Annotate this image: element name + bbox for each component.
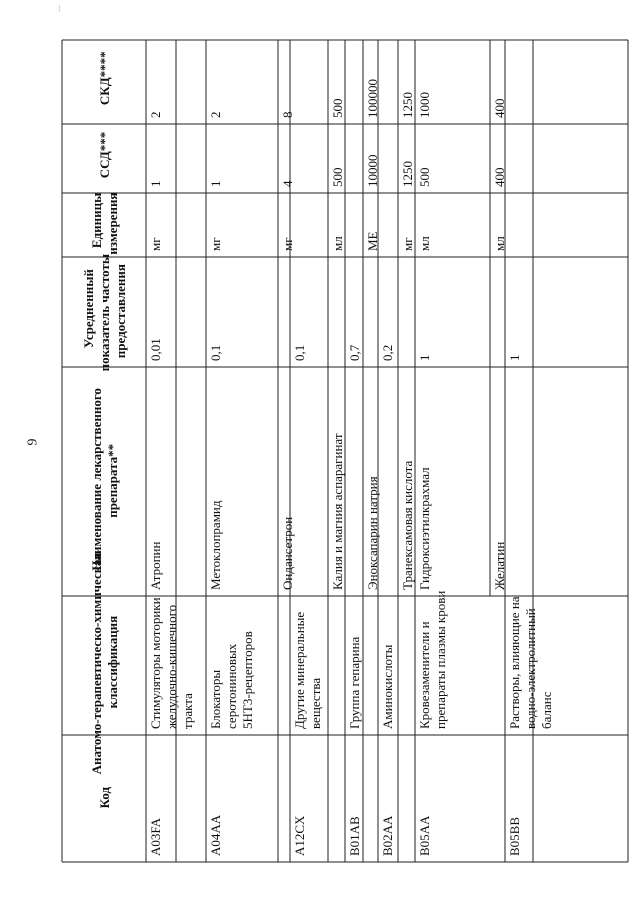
table-cell-skd: 2: [208, 111, 223, 118]
table-cell-drug: Желатин: [492, 541, 507, 590]
table-cell-atc: серотониновых: [224, 643, 239, 729]
table-cell-ssd: 500: [330, 167, 345, 187]
table-cell-ssd: 10000: [365, 154, 380, 187]
table-cell-skd: 400: [492, 98, 507, 118]
table-cell-unit: мг: [148, 237, 163, 251]
table-cell-atc: тракта: [180, 693, 195, 729]
table-cell-atc: вещества: [308, 677, 323, 729]
table-cell-drug: Транексамовая кислота: [400, 460, 415, 590]
table-header-1: классификация: [105, 615, 120, 709]
table-cell-ssd: 1: [148, 180, 163, 187]
table-cell-code: B02AA: [380, 815, 395, 856]
table-cell-skd: 1000: [417, 92, 432, 118]
table-cell-ssd: 1: [208, 180, 223, 187]
table-header-6: СКД****: [97, 51, 112, 106]
table-cell-atc: Группа гепарина: [347, 636, 362, 729]
table-cell-atc: желудочно-кишечного: [164, 604, 179, 729]
table-cell-freq: 0,01: [148, 338, 163, 361]
table-cell-drug: Метоклопрамид: [208, 500, 223, 590]
table-cell-skd: 1250: [400, 92, 415, 118]
table-header-3: предоставления: [113, 264, 128, 359]
table-cell-code: B05BB: [507, 816, 522, 856]
table-cell-skd: 100000: [365, 79, 380, 118]
table-cell-freq: 0,1: [208, 344, 223, 361]
scan-artifact: ⁞: [58, 4, 61, 15]
table-cell-skd: 8: [280, 111, 295, 118]
table-header-1: Анатомо-терапевтическо-химическая: [89, 552, 104, 775]
table-cell-ssd: 500: [417, 167, 432, 187]
table-cell-unit: МЕ: [365, 231, 380, 251]
table-header-2: Наименование лекарственного: [89, 388, 104, 571]
table-cell-atc: Блокаторы: [208, 669, 223, 729]
table-cell-unit: мг: [208, 237, 223, 251]
table-cell-code: B01AB: [347, 816, 362, 856]
table-cell-unit: мл: [330, 236, 345, 251]
table-cell-drug: Атропин: [148, 541, 163, 590]
table-cell-atc: Кровезаменители и: [417, 621, 432, 729]
table-cell-atc: препараты плазмы крови: [433, 590, 448, 729]
table-cell-freq: 0,2: [380, 344, 395, 361]
table-cell-drug: Гидроксиэтилкрахмал: [417, 467, 432, 590]
table-cell-atc: Стимуляторы моторики: [148, 597, 163, 729]
table-cell-ssd: 4: [280, 180, 295, 187]
table-cell-atc: Аминокислоты: [380, 644, 395, 729]
table-cell-ssd: 400: [492, 167, 507, 187]
table-cell-drug: Эноксапарин натрия: [365, 476, 380, 590]
table-header-5: ССД***: [97, 131, 112, 179]
table-cell-freq: 1: [507, 354, 522, 361]
table-cell-freq: 1: [417, 354, 432, 361]
table-cell-skd: 500: [330, 98, 345, 118]
table-cell-drug: Ондансетрон: [280, 516, 295, 590]
table-cell-atc: водно-электролитный: [523, 608, 538, 729]
page-number: 9: [25, 438, 41, 446]
table-header-4: измерения: [105, 192, 120, 255]
table-cell-atc: баланс: [539, 691, 554, 729]
table-cell-freq: 0,7: [347, 344, 362, 361]
table-header-0: Код: [97, 786, 112, 809]
table-header-2: препарата**: [105, 443, 120, 518]
table-cell-atc: 5HT3-рецепторов: [240, 631, 255, 729]
table-cell-ssd: 1250: [400, 161, 415, 187]
table-cell-skd: 2: [148, 111, 163, 118]
table-header-3: Усредненный: [81, 269, 96, 349]
table-cell-unit: мг: [280, 237, 295, 251]
table-cell-code: A03FA: [148, 817, 163, 856]
table-cell-unit: мл: [417, 236, 432, 251]
table-cell-code: A04AA: [208, 814, 223, 856]
table-cell-code: B05AA: [417, 815, 432, 856]
table-header-3: показатель частоты: [97, 253, 112, 372]
table-cell-code: A12CX: [292, 815, 307, 856]
table-cell-freq: 0,1: [292, 344, 307, 361]
table-cell-atc: Другие минеральные: [292, 611, 307, 729]
table-header-4: Единицы: [89, 192, 104, 249]
table-cell-drug: Калия и магния аспарагинат: [330, 433, 345, 590]
table-cell-unit: мг: [400, 237, 415, 251]
table-cell-atc: Растворы, влияющие на: [507, 596, 522, 729]
table-cell-unit: мл: [492, 236, 507, 251]
